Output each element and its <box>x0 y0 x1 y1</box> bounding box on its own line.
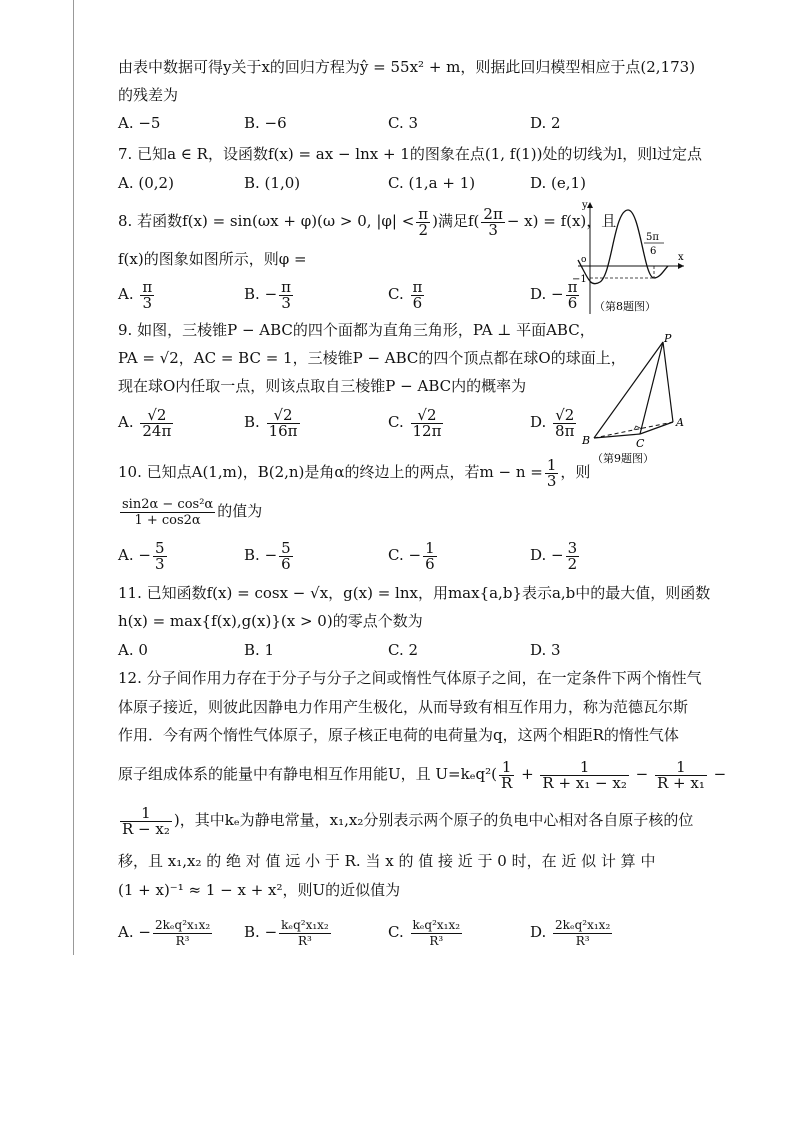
option-label: B. <box>244 413 260 431</box>
numerator: π <box>281 277 292 296</box>
numerator: 1 <box>499 760 514 776</box>
option-fraction <box>153 918 212 949</box>
option-label: A. <box>118 546 134 564</box>
edge-ba-hidden <box>594 422 673 438</box>
q8-figure-caption: （第8题图） <box>594 300 656 313</box>
denominator: 6 <box>412 293 423 312</box>
numerator: 3 <box>567 538 578 557</box>
denominator: 16π <box>268 421 298 440</box>
numerator: 2π <box>483 204 503 223</box>
q10-stem <box>118 457 590 489</box>
q8-stem-b: )满足f( <box>432 212 480 230</box>
option-sign: − <box>551 546 564 564</box>
denominator: 24π <box>142 421 172 440</box>
q9-line2: PA = √2，AC = BC = 1，三棱锥P − ABC的四个顶点都在球O的球面上， <box>118 349 626 367</box>
q9-option-b <box>244 405 302 439</box>
q7-option-c: C. (1,a + 1) <box>388 174 476 192</box>
vertex-b: B <box>582 434 591 447</box>
option-label: C. <box>388 923 404 941</box>
q11-option-a: A. 0 <box>118 641 148 659</box>
q7-option-a: A. (0,2) <box>118 174 174 192</box>
option-sign: − <box>138 546 151 564</box>
q12-option-c <box>388 915 464 949</box>
q10-frac-1-3 <box>545 455 559 490</box>
q12-option-b <box>244 915 333 949</box>
q12-line4-text: 原子组成体系的能量中有静电相互作用能U，且 U=kₑq²( <box>118 765 497 783</box>
vertex-p: P <box>664 332 672 345</box>
q6-line2: 的残差为 <box>118 86 179 104</box>
q12-frac-3 <box>655 757 707 792</box>
edge-bc <box>594 434 640 438</box>
q10-stem-a: 10. 已知点A(1,m)，B(2,n)是角α的终边上的两点，若m − n = <box>118 463 543 481</box>
option-fraction <box>279 918 331 949</box>
denominator: R³ <box>575 933 590 948</box>
option-label: D. <box>530 285 547 303</box>
q10-option-a <box>118 538 169 572</box>
denominator: R³ <box>298 933 312 948</box>
q6-option-c: C. 3 <box>388 114 419 132</box>
option-label: D. <box>530 413 547 431</box>
q8-stem-c: − x) = f(x)，且 <box>506 212 617 230</box>
option-sign: − <box>551 285 564 303</box>
x-axis-arrow-icon <box>678 263 684 269</box>
origin-label: o <box>581 255 587 265</box>
q8-stem-a: 8. 若函数f(x) = sin(ωx + φ)(ω > 0, |φ| < <box>118 212 415 230</box>
denominator: 3 <box>488 220 498 239</box>
denominator: 6 <box>281 554 291 573</box>
option-label: C. <box>388 546 404 564</box>
q12-line7: (1 + x)⁻¹ ≈ 1 − x + x²，则U的近似值为 <box>118 881 401 899</box>
q10-option-d <box>530 538 581 572</box>
q10-option-c <box>388 538 439 572</box>
minus-one-label: −1 <box>572 274 587 285</box>
numerator: 5 <box>154 538 165 557</box>
option-sign: − <box>138 923 151 941</box>
option-label: A. <box>118 413 134 431</box>
q11-option-b: B. 1 <box>244 641 275 659</box>
numerator: √2 <box>553 408 576 424</box>
q10-expression <box>118 494 262 528</box>
option-sign: − <box>408 546 422 564</box>
option-label: B. <box>244 923 260 941</box>
numerator: √2 <box>411 408 444 424</box>
q6-option-b: B. −6 <box>244 114 287 132</box>
q8-option-c <box>388 277 426 311</box>
denominator: 2 <box>567 554 578 573</box>
q9-figure <box>578 330 688 465</box>
vertex-c: C <box>636 437 645 450</box>
vertex-a: A <box>676 416 684 429</box>
peak-denominator: 6 <box>650 246 657 257</box>
q12-frac-2 <box>540 757 628 792</box>
q8-stem <box>118 206 616 238</box>
numerator: 1 <box>540 760 628 776</box>
q7-option-d: D. (e,1) <box>530 174 586 192</box>
option-fraction <box>566 538 580 573</box>
denominator: R − x₂ <box>122 819 170 838</box>
q12-line4: 原子组成体系的能量中有静电相互作用能U，且 U=kₑq²( $\frac{1}{R}$ + $\frac{1}{\text{R + x₁ − x₂}}$ − $\frac{1}{\text{R + x₁}}$ − <box>118 757 727 792</box>
option-label: A. <box>118 923 134 941</box>
option-fraction <box>423 538 437 573</box>
denominator: 2 <box>418 220 428 239</box>
q8-frac-pi-2 <box>416 204 430 239</box>
q7-option-b: B. (1,0) <box>244 174 301 192</box>
option-fraction <box>279 538 293 573</box>
q12-line5 <box>118 803 693 837</box>
q12-line6: 移，且 x₁,x₂ 的 绝 对 值 远 小 于 R. 当 x 的 值 接 近 于 0 时，在 近 似 计 算 中 <box>118 852 656 870</box>
q11-line1: 11. 已知函数f(x) = cosx − √x，g(x) = lnx，用max{a,b}表示a,b中的最大值，则函数 <box>118 584 711 602</box>
q12-line1: 12. 分子间作用力存在于分子与分子之间或惰性气体原子之间，在一定条件下两个惰性气 <box>118 669 702 687</box>
denominator: R + x₁ <box>656 773 705 792</box>
q12-line5-tail: )，其中kₑ为静电常量，x₁,x₂分别表示两个原子的负电中心相对各自原子核的位 <box>173 811 694 829</box>
q9-figure-caption: （第9题图） <box>592 452 654 465</box>
numerator: π <box>142 277 153 296</box>
q12-option-a <box>118 915 214 949</box>
option-fraction <box>411 918 463 949</box>
denominator: R <box>501 773 513 792</box>
q12-line2: 体原子接近，则彼此因静电力作用产生极化，从而导致有相互作用力，称为范德瓦尔斯 <box>118 698 689 716</box>
denominator: 3 <box>154 554 165 573</box>
q9-option-a <box>118 405 175 439</box>
q11-option-d: D. 3 <box>530 641 561 659</box>
q8-option-b <box>244 277 295 311</box>
numerator: 2kₑq²x₁x₂ <box>555 917 611 932</box>
numerator: kₑq²x₁x₂ <box>281 917 329 932</box>
edge-pc <box>640 342 663 434</box>
q9-line1: 9. 如图，三棱锥P − ABC的四个面都为直角三角形，PA ⊥ 平面ABC， <box>118 321 595 339</box>
numerator: kₑq²x₁x₂ <box>412 917 461 932</box>
option-fraction <box>140 405 173 440</box>
denominator: R + x₁ − x₂ <box>542 773 627 792</box>
option-sign: − <box>264 546 278 564</box>
denominator: 3 <box>142 293 153 312</box>
page-margin-rule <box>73 0 74 955</box>
option-sign: − <box>264 923 278 941</box>
numerator: 5 <box>281 538 291 557</box>
q9-option-d <box>530 405 578 439</box>
denominator: 12π <box>412 421 442 440</box>
q10-expression-frac <box>120 497 215 528</box>
q10-option-b <box>244 538 295 572</box>
denominator: 6 <box>425 554 435 573</box>
numerator: π <box>412 277 423 296</box>
option-label: C. <box>388 413 404 431</box>
y-label: y <box>582 200 588 211</box>
x-label: x <box>678 252 684 263</box>
numerator: √2 <box>140 408 173 424</box>
q9-option-c <box>388 405 445 439</box>
q8-frac-2pi-3 <box>481 204 504 239</box>
option-label: C. <box>388 285 404 303</box>
q12-option-d <box>530 915 614 949</box>
option-fraction <box>267 405 300 440</box>
option-label: B. <box>244 546 260 564</box>
q7-stem: 7. 已知a ∈ R，设函数f(x) = ax − lnx + 1的图象在点(1, f(1))处的切线为l，则l过定点 <box>118 145 703 163</box>
option-label: D. <box>530 923 547 941</box>
edge-pb <box>594 342 663 438</box>
numerator: √2 <box>267 408 300 424</box>
numerator: 1 <box>546 455 557 474</box>
q9-line3: 现在球O内任取一点，则该点取自三棱锥P − ABC内的概率为 <box>118 377 527 395</box>
q6-line1: 由表中数据可得y关于x的回归方程为ŷ = 55x² + m，则据此回归模型相应于点(2,173) <box>118 58 696 76</box>
numerator: π <box>567 277 578 296</box>
option-fraction <box>411 277 425 312</box>
denominator: R³ <box>175 933 190 948</box>
denominator: 8π <box>555 421 575 440</box>
q12-frac-4 <box>120 803 172 838</box>
numerator: 1 <box>425 538 435 557</box>
q10-stem-b: ，则 <box>560 463 591 481</box>
option-label: A. <box>118 285 134 303</box>
option-fraction <box>553 918 612 949</box>
q11-option-c: C. 2 <box>388 641 419 659</box>
denominator: R³ <box>429 933 444 948</box>
numerator: 2kₑq²x₁x₂ <box>154 917 211 932</box>
option-fraction <box>411 405 444 440</box>
q10-expression-tail: 的值为 <box>217 502 263 520</box>
q12-line3: 作用．今有两个惰性气体原子，原子核正电荷的电荷量为q，这两个相距R的惰性气体 <box>118 726 679 744</box>
option-label: D. <box>530 546 547 564</box>
option-label: B. <box>244 285 260 303</box>
denominator: 3 <box>546 471 557 490</box>
q6-option-d: D. 2 <box>530 114 561 132</box>
denominator: 6 <box>567 293 578 312</box>
option-fraction <box>553 405 576 440</box>
numerator: π <box>418 204 429 223</box>
option-fraction <box>140 277 154 312</box>
q12-frac-1-r <box>499 757 514 792</box>
option-sign: − <box>264 285 278 303</box>
denominator: 3 <box>281 293 291 312</box>
q8-option-a <box>118 277 156 311</box>
q11-line2: h(x) = max{f(x),g(x)}(x > 0)的零点个数为 <box>118 612 423 630</box>
numerator: sin2α − cos²α <box>122 496 214 512</box>
numerator: 1 <box>655 760 707 776</box>
denominator: 1 + cos2α <box>134 512 201 528</box>
q8-line2: f(x)的图象如图所示，则φ = <box>118 250 307 268</box>
y-axis-arrow-icon <box>587 202 593 208</box>
option-fraction <box>279 277 293 312</box>
option-fraction <box>153 538 167 573</box>
q6-option-a: A. −5 <box>118 114 161 132</box>
q8-figure <box>568 196 688 318</box>
edge-pa <box>663 342 673 422</box>
numerator: 1 <box>120 806 172 822</box>
peak-numerator: 5π <box>646 232 659 243</box>
